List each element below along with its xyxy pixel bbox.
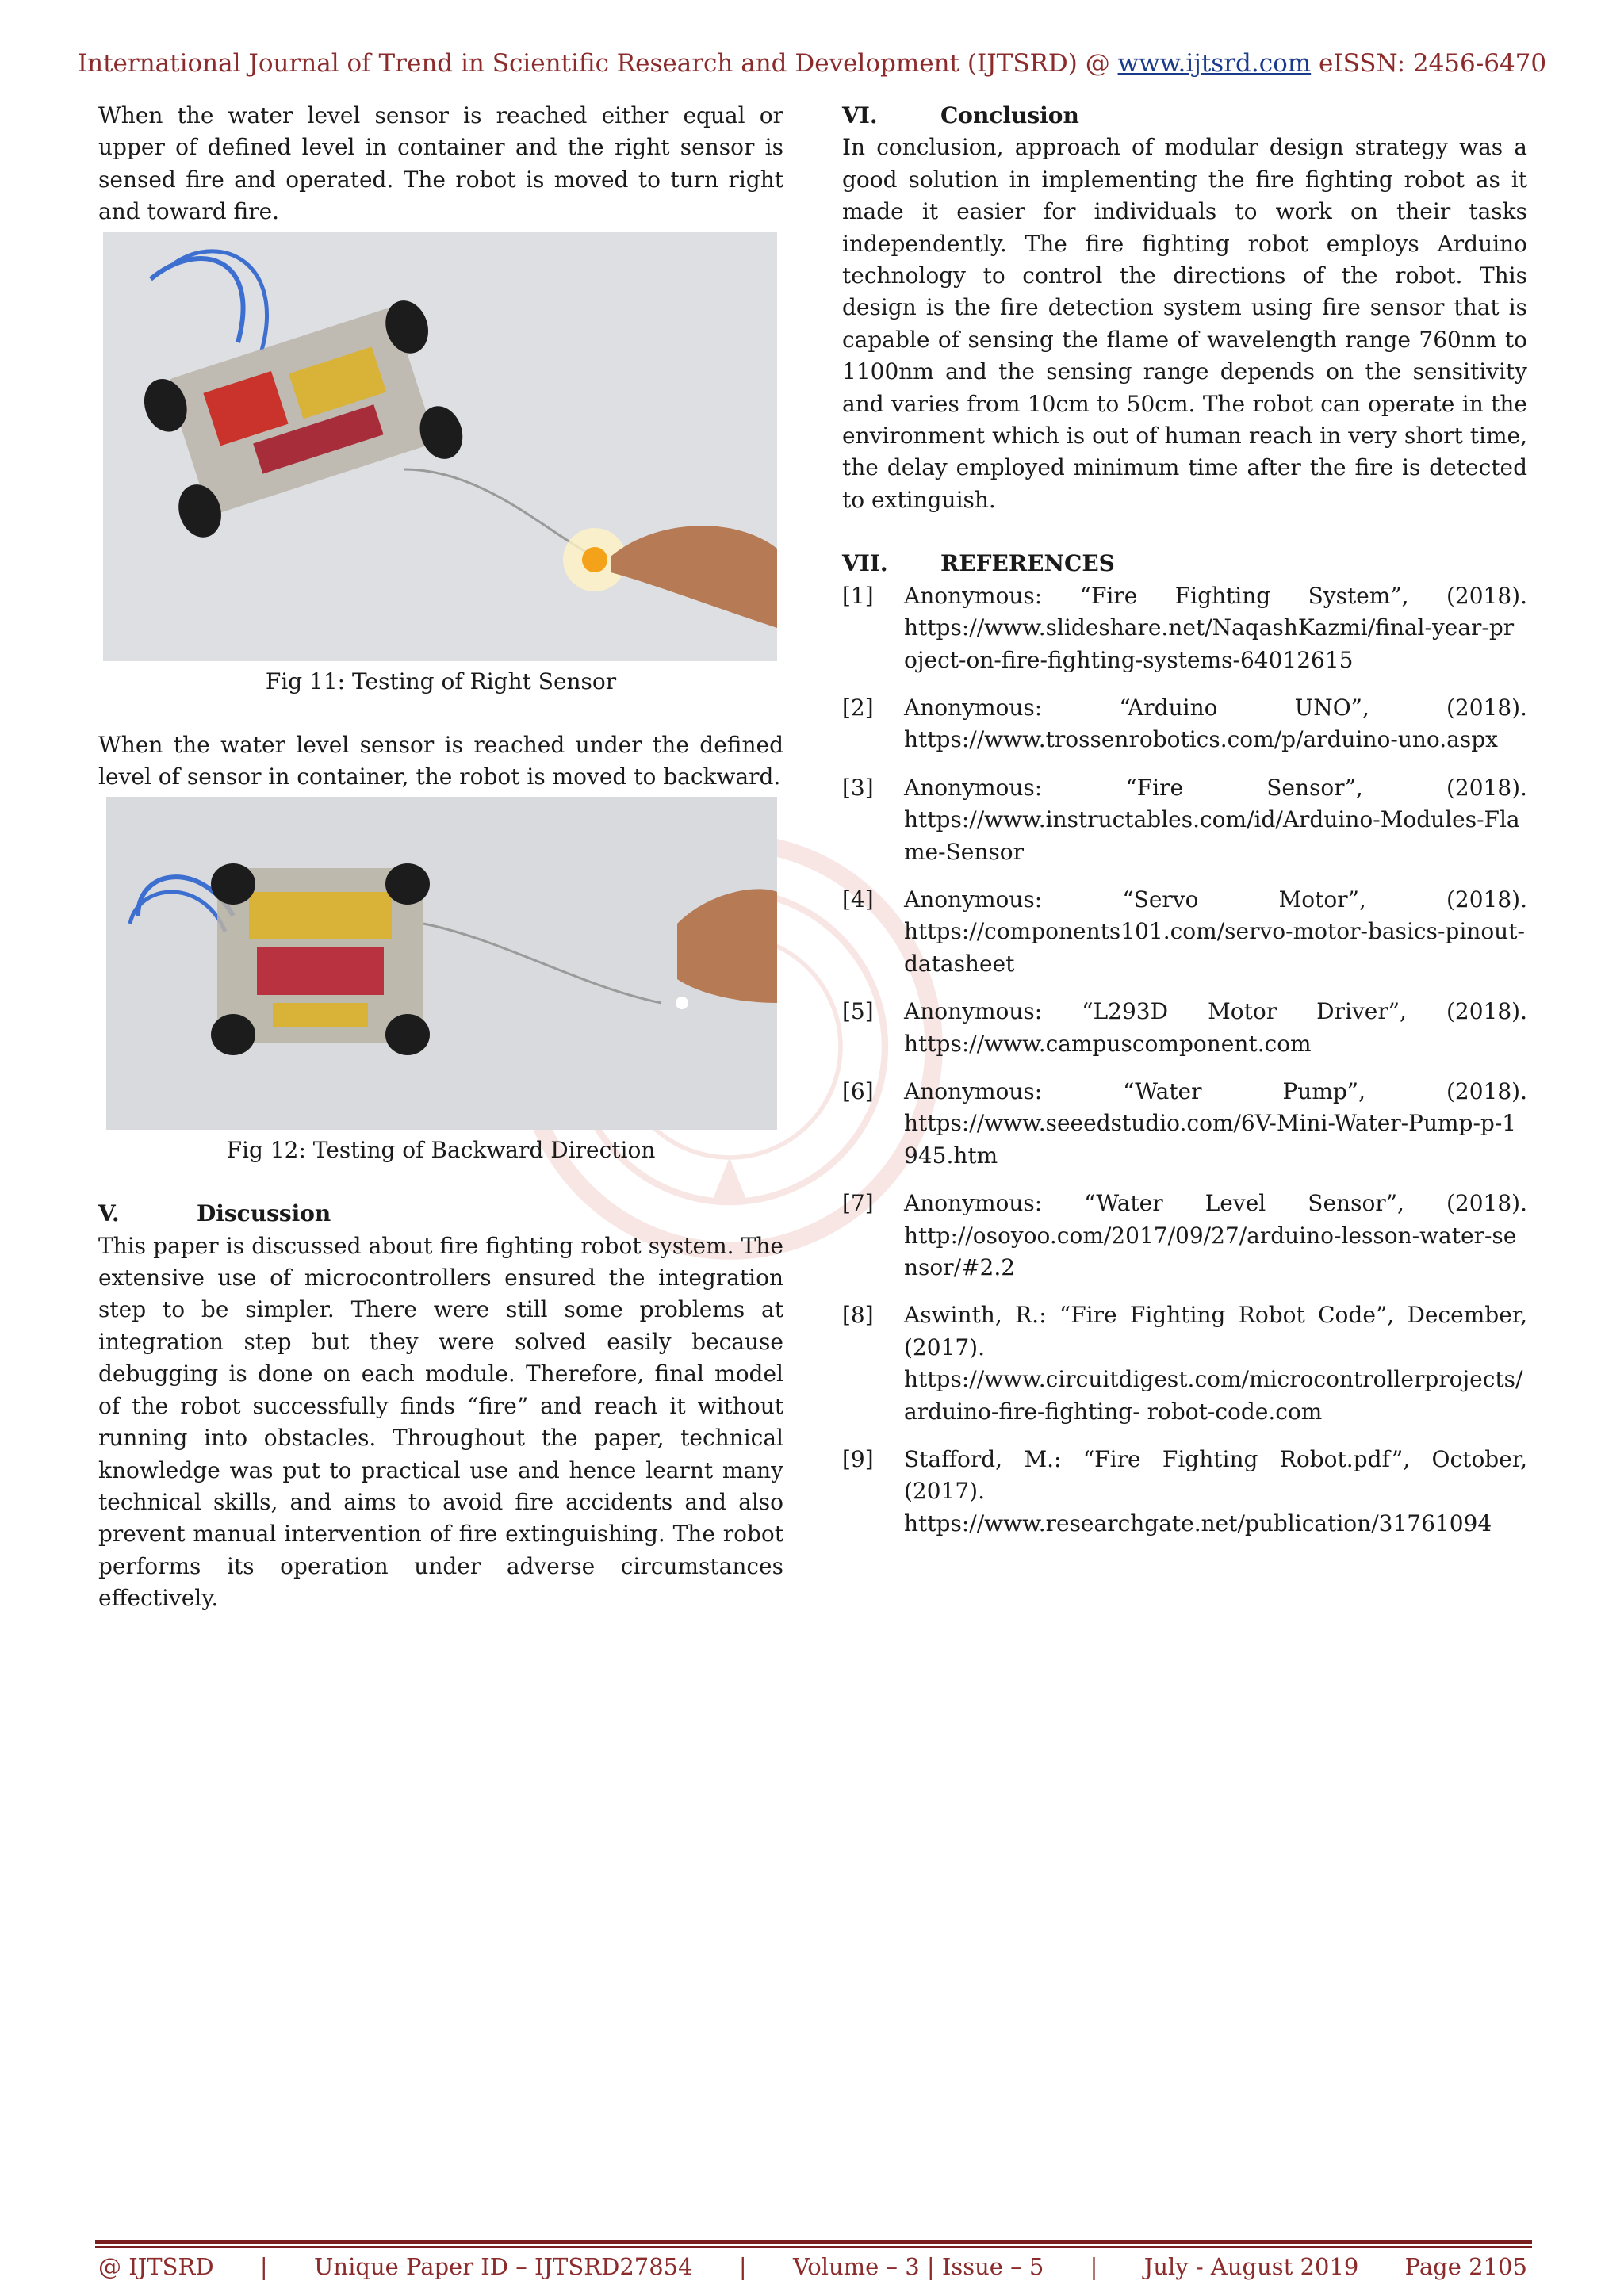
backward-paragraph: When the water level sensor is reached under the defined level of sensor in container, the robot is moved to backward.: [98, 732, 783, 790]
reference-item: [6] Anonymous: “Water Pump”, (2018). https://www.seeedstudio.com/6V-Mini-Water-Pump-p-1945.htm: [842, 1076, 1527, 1172]
figure-11-caption: Fig 11: Testing of Right Sensor: [265, 668, 617, 695]
conclusion-title: Conclusion: [940, 102, 1079, 128]
footer-sep: |: [259, 2253, 268, 2280]
references-heading: [842, 548, 1527, 580]
figure-12-caption: Fig 12: Testing of Backward Direction: [226, 1136, 656, 1163]
footer-date: July - August 2019: [1143, 2253, 1359, 2280]
reference-item: [9] Stafford, M.: “Fire Fighting Robot.pdf”, October, (2017). https://www.researchgate.net/publication/31761094: [842, 1444, 1527, 1540]
running-header: [0, 49, 1624, 78]
reference-item: [5] Anonymous: “L293D Motor Driver”, (2018). https://www.campuscomponent.com: [842, 996, 1527, 1060]
discussion-text: This paper is discussed about fire fighting robot system. The extensive use of microcontrollers ensured the integration step to be simpler. There were still some problems at integration step but they were solved easily because debugging is done on each module. Therefore, final model of the robot successfully finds “fire” and reach it without running into obstacles. Throughout the paper, technical knowledge was put to practical use and hence learnt many technical skills, and aims to avoid fire accidents and also prevent manual intervention of fire extinguishing. The robot performs its operation under adverse circumstances effectively.: [98, 1232, 783, 1612]
reference-url[interactable]: https://www.seeedstudio.com/6V-Mini-Water-Pump-p-1945.htm: [904, 1110, 1517, 1169]
reference-item: [8] Aswinth, R.: “Fire Fighting Robot Code”, December, (2017). https://www.circuitdigest.com/microcontrollerprojects/arduino-fire-fighting- robot-code.com: [842, 1299, 1527, 1428]
journal-name: International Journal of Trend in Scientific Research and Development (IJTSRD) @: [77, 49, 1118, 78]
footer-sep: |: [1090, 2253, 1098, 2280]
reference-url[interactable]: https://www.researchgate.net/publication/31761094: [904, 1510, 1492, 1536]
intro-paragraph-right-sensor: When the water level sensor is reached either equal or upper of defined level in container and the right sensor is sensed fire and operated. The robot is moved to turn right and toward fire.: [98, 102, 783, 225]
reference-item: [2] Anonymous: “Arduino UNO”, (2018). https://www.trossenrobotics.com/p/arduino-uno.aspx: [842, 692, 1527, 756]
left-column: [98, 100, 783, 1615]
reference-item: [7] Anonymous: “Water Level Sensor”, (2018). http://osoyoo.com/2017/09/27/arduino-lesson-water-sensor/#2.2: [842, 1188, 1527, 1284]
reference-item: [1] Anonymous: “Fire Fighting System”, (2018). https://www.slideshare.net/NaqashKazmi/final-year-project-on-fire-fighting-systems-64012615: [842, 580, 1527, 676]
discussion-heading: [98, 1198, 783, 1230]
journal-issn: eISSN: 2456-6470: [1311, 49, 1547, 78]
reference-url[interactable]: https://www.slideshare.net/NaqashKazmi/final-year-project-on-fire-fighting-systems-64012615: [904, 614, 1515, 673]
footer-volume-issue: Volume – 3 | Issue – 5: [792, 2253, 1044, 2280]
discussion-number: V.: [98, 1200, 120, 1227]
footer-paper-id: Unique Paper ID – IJTSRD27854: [313, 2253, 693, 2280]
conclusion-text: In conclusion, approach of modular design strategy was a good solution in implementing the fire fighting robot as it made it easier for individuals to work on their tasks independently. The fire fighting robot employs Arduino technology to control the directions of the robot. This design is the fire detection system using fire sensor that is capable of sensing the flame of wavelength range 760nm to 1100nm and the sensing range depends on the sensitivity and varies from 10cm to 50cm. The robot can operate in the environment which is out of human reach in very short time, the delay employed minimum time after the fire is detected to extinguish.: [842, 134, 1527, 513]
running-footer: [98, 2253, 1527, 2280]
conclusion-heading: [842, 100, 1527, 132]
reference-url[interactable]: https://www.campuscomponent.com: [904, 1030, 1312, 1057]
reference-url[interactable]: http://osoyoo.com/2017/09/27/arduino-lesson-water-sensor/#2.2: [904, 1222, 1517, 1280]
discussion-title: Discussion: [197, 1200, 331, 1227]
robot-right-sensor-photo: [103, 232, 777, 661]
right-column: [842, 100, 1527, 1556]
footer-sep: |: [738, 2253, 747, 2280]
footer-brand: @ IJTSRD: [98, 2253, 214, 2280]
figure-12-photo: [106, 797, 777, 1130]
footer-page-number: Page 2105: [1404, 2253, 1527, 2280]
reference-item: [4] Anonymous: “Servo Motor”, (2018). https://components101.com/servo-motor-basics-pinout-datasheet: [842, 884, 1527, 980]
reference-url[interactable]: https://components101.com/servo-motor-basics-pinout-datasheet: [904, 918, 1525, 977]
reference-url[interactable]: https://www.circuitdigest.com/microcontrollerprojects/arduino-fire-fighting- robot-code.com: [904, 1366, 1523, 1425]
references-list: [842, 580, 1527, 1540]
references-number: VII.: [842, 550, 888, 577]
footer-rule-thin: [95, 2246, 1532, 2248]
references-title: REFERENCES: [940, 550, 1115, 577]
footer-rule-thick: [95, 2240, 1532, 2244]
conclusion-number: VI.: [842, 102, 878, 128]
reference-url[interactable]: https://www.trossenrobotics.com/p/arduino-uno.aspx: [904, 726, 1498, 753]
reference-url[interactable]: https://www.instructables.com/id/Arduino-Modules-Flame-Sensor: [904, 806, 1520, 865]
journal-site-link[interactable]: www.ijtsrd.com: [1117, 49, 1312, 78]
figure-11-photo: [103, 232, 777, 661]
reference-item: [3] Anonymous: “Fire Sensor”, (2018). https://www.instructables.com/id/Arduino-Modules-Flame-Sensor: [842, 772, 1527, 868]
robot-backward-photo: [106, 797, 777, 1130]
